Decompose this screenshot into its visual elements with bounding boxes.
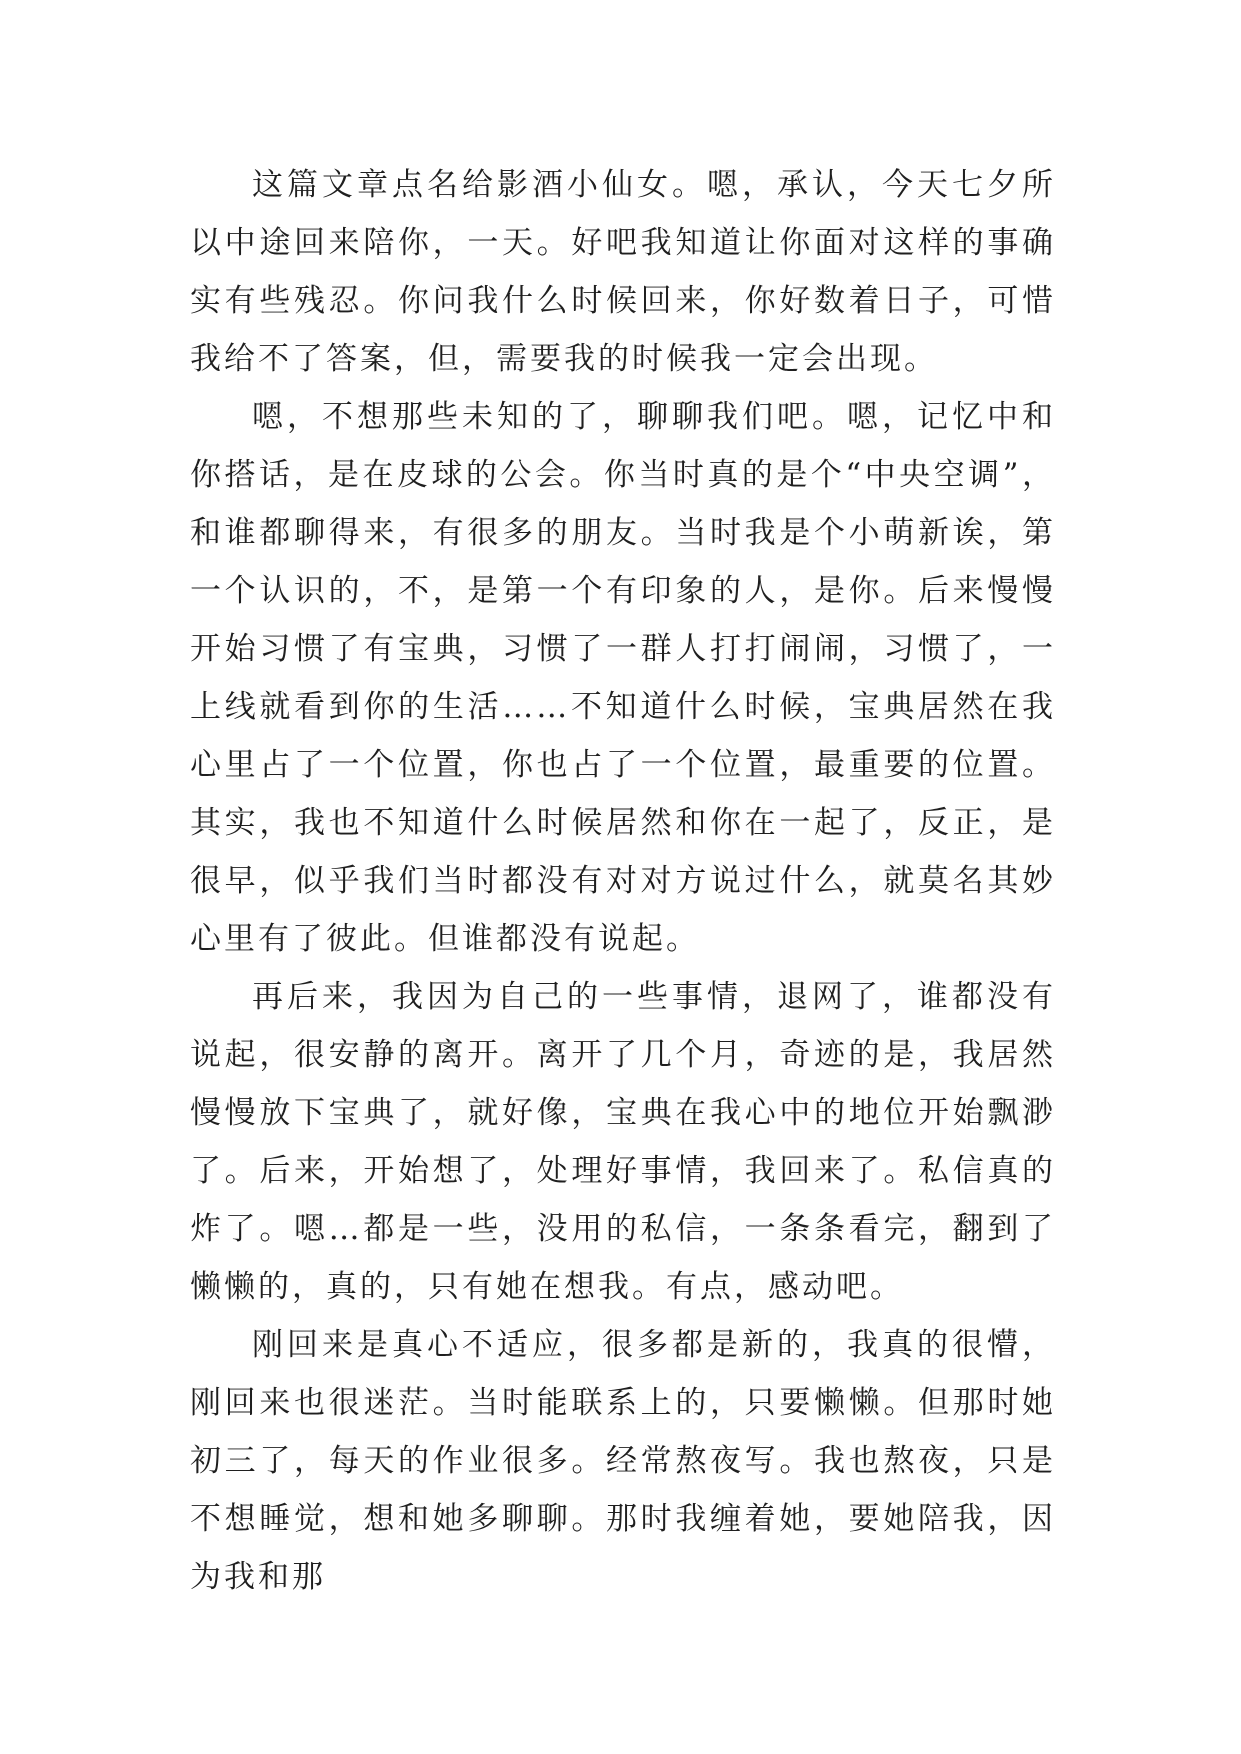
paragraph-2: 嗯，不想那些未知的了，聊聊我们吧。嗯，记忆中和你搭话，是在皮球的公会。你当时真的是个“中央空调”，和谁都聊得来，有很多的朋友。当时我是个小萌新诶，第一个认识的，不，是第一个有印象的人，是你。后来慢慢开始习惯了有宝典，习惯了一群人打打闹闹，习惯了，一上线就看到你的生活……不知道什么时候，宝典居然在我心里占了一个位置，你也占了一个位置，最重要的位置。其实，我也不知道什么时候居然和你在一起了，反正，是很早，似乎我们当时都没有对对方说过什么，就莫名其妙心里有了彼此。但谁都没有说起。: [190, 399, 1056, 957]
paragraph-1: 这篇文章点名给影酒小仙女。嗯，承认，今天七夕所以中途回来陪你，一天。好吧我知道让你面对这样的事确实有些残忍。你问我什么时候回来，你好数着日子，可惜我给不了答案，但，需要我的时候我一定会出现。: [190, 167, 1056, 377]
article-body: [190, 156, 1056, 1606]
paragraph-4: 刚回来是真心不适应，很多都是新的，我真的很懵，刚回来也很迷茫。当时能联系上的，只要懒懒。但那时她初三了，每天的作业很多。经常熬夜写。我也熬夜，只是不想睡觉，想和她多聊聊。那时我缠着她，要她陪我，因为我和那: [190, 1327, 1056, 1595]
paragraph-3: 再后来，我因为自己的一些事情，退网了，谁都没有说起，很安静的离开。离开了几个月，奇迹的是，我居然慢慢放下宝典了，就好像，宝典在我心中的地位开始飘渺了。后来，开始想了，处理好事情，我回来了。私信真的炸了。嗯…都是一些，没用的私信，一条条看完，翻到了懒懒的，真的，只有她在想我。有点，感动吧。: [190, 979, 1056, 1305]
